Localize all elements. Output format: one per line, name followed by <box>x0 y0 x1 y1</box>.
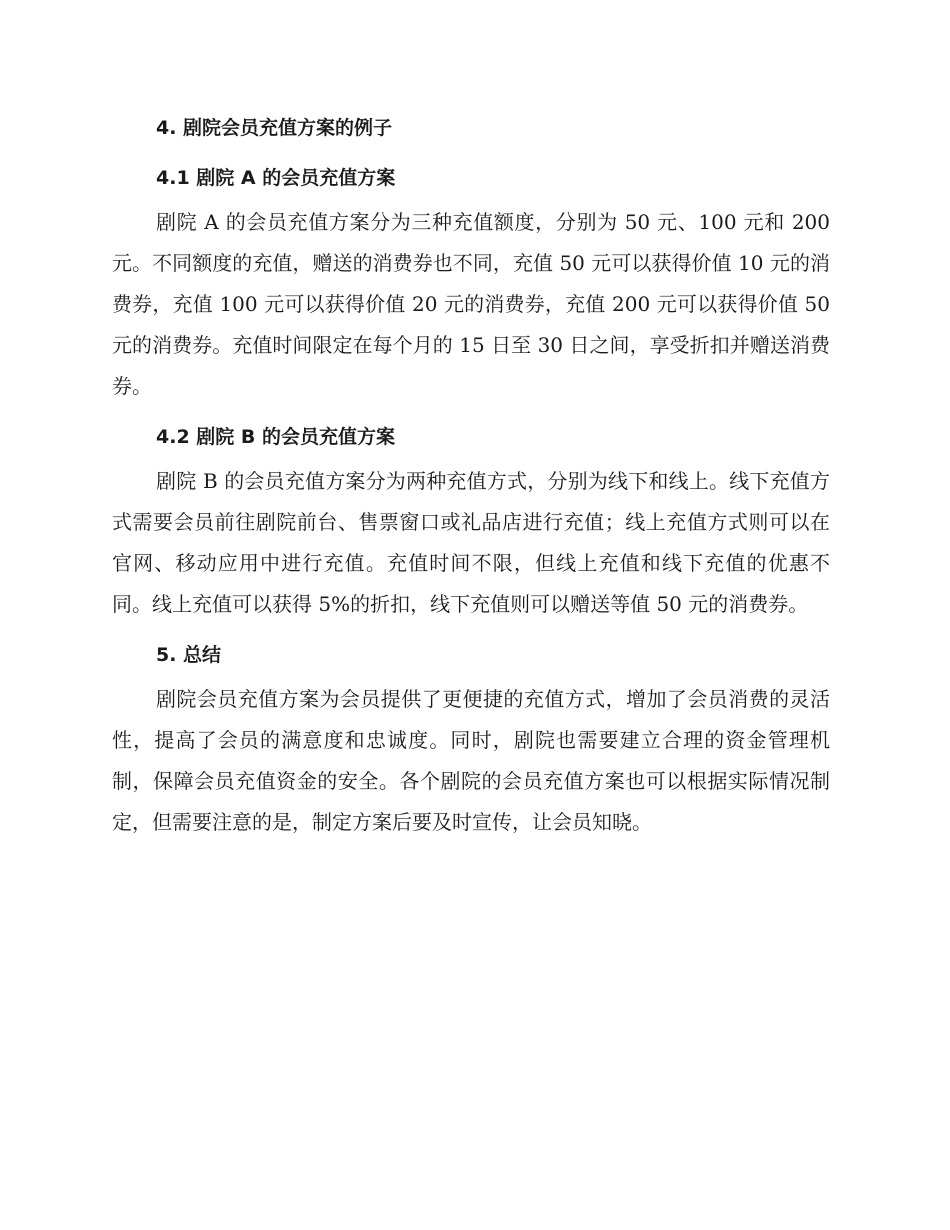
section-heading-4: 4. 剧院会员充值方案的例子 <box>156 117 393 139</box>
section-paragraph-5: 剧院会员充值方案为会员提供了更便捷的充值方式，增加了会员消费的灵活性，提高了会员的满意度和忠诚度。同时，剧院也需要建立合理的资金管理机制，保障会员充值资金的安全。各个剧院的会员充值方案也可以根据实际情况制定，但需要注意的是，制定方案后要及时宣传，让会员知晓。 <box>112 687 830 834</box>
section-heading-4-2: 4.2 剧院 B 的会员充值方案 <box>156 426 395 448</box>
section-heading-4-1: 4.1 剧院 A 的会员充值方案 <box>156 167 396 189</box>
document-page <box>112 108 830 849</box>
section-paragraph-4-1: 剧院 A 的会员充值方案分为三种充值额度，分别为 50 元、100 元和 200 元。不同额度的充值，赠送的消费券也不同，充值 50 元可以获得价值 10 元的消费券，充值 100 元可以获得价值 20 元的消费券，充值 200 元可以获得价值 50 元的消费券。充值时间限定在每个月的 15 日至 30 日之间，享受折扣并赠送消费券。 <box>112 210 830 398</box>
section-heading-5: 5. 总结 <box>156 644 222 666</box>
section-paragraph-4-2: 剧院 B 的会员充值方案分为两种充值方式，分别为线下和线上。线下充值方式需要会员前往剧院前台、售票窗口或礼品店进行充值；线上充值方式则可以在官网、移动应用中进行充值。充值时间不限，但线上充值和线下充值的优惠不同。线上充值可以获得 5%的折扣，线下充值则可以赠送等值 50 元的消费券。 <box>112 469 830 616</box>
